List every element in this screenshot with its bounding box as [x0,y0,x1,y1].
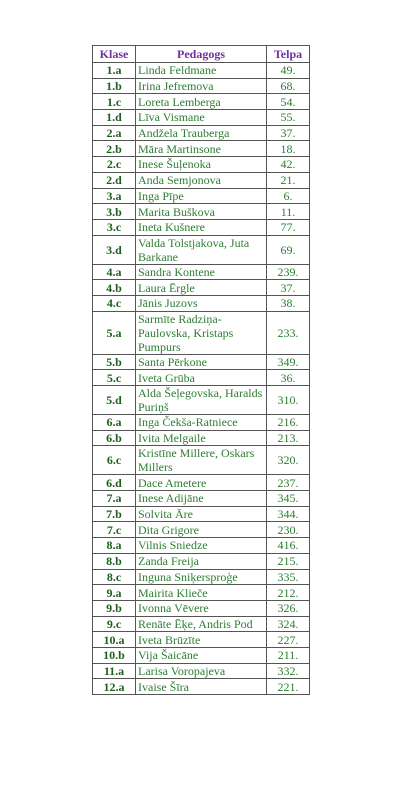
klase-cell: 4.a [93,264,136,280]
telpa-cell: 37. [267,125,310,141]
table-row [93,295,310,311]
table-row [93,235,310,264]
pedagogs-cell: Larisa Voropajeva [136,663,267,679]
telpa-cell: 21. [267,172,310,188]
pedagogs-cell: Anda Semjonova [136,172,267,188]
telpa-cell: 68. [267,78,310,94]
klase-cell: 10.a [93,632,136,648]
klase-cell: 12.a [93,679,136,695]
telpa-cell: 335. [267,569,310,585]
telpa-cell: 227. [267,632,310,648]
pedagogs-cell: Andžela Trauberga [136,125,267,141]
table-row [93,522,310,538]
header-telpa: Telpa [267,46,310,63]
pedagogs-cell: Laura Ērgle [136,280,267,296]
pedagogs-cell: Iveta Grūba [136,370,267,386]
telpa-cell: 11. [267,204,310,220]
telpa-cell: 38. [267,295,310,311]
pedagogs-cell: Ineta Kušnere [136,219,267,235]
klase-cell: 10.b [93,647,136,663]
pedagogs-cell: Zanda Freija [136,553,267,569]
table-row [93,585,310,601]
table-row [93,125,310,141]
telpa-cell: 416. [267,538,310,554]
pedagogs-cell: Līva Vismane [136,110,267,126]
telpa-cell: 37. [267,280,310,296]
telpa-cell: 54. [267,94,310,110]
table-row [93,63,310,79]
table-row [93,553,310,569]
klase-cell: 11.a [93,663,136,679]
telpa-cell: 332. [267,663,310,679]
table-row [93,632,310,648]
table-row [93,370,310,386]
klase-cell: 9.a [93,585,136,601]
klase-cell: 2.a [93,125,136,141]
table-row [93,386,310,415]
klase-cell: 4.b [93,280,136,296]
table-row [93,475,310,491]
klase-cell: 6.a [93,415,136,431]
table-row [93,157,310,173]
table-row [93,188,310,204]
pedagogs-cell: Mairita Kliečе [136,585,267,601]
telpa-cell: 345. [267,491,310,507]
header-pedagogs: Pedagogs [136,46,267,63]
pedagogs-cell: Renāte Ēķe, Andris Pod [136,616,267,632]
telpa-cell: 344. [267,506,310,522]
telpa-cell: 36. [267,370,310,386]
telpa-cell: 310. [267,386,310,415]
klase-cell: 5.d [93,386,136,415]
table-row [93,679,310,695]
klase-cell: 7.b [93,506,136,522]
telpa-cell: 18. [267,141,310,157]
telpa-cell: 49. [267,63,310,79]
pedagogs-cell: Dita Grigore [136,522,267,538]
table-row [93,219,310,235]
header-klase: Klase [93,46,136,63]
telpa-cell: 213. [267,430,310,446]
klase-cell: 5.b [93,354,136,370]
telpa-cell: 233. [267,311,310,354]
table-row [93,94,310,110]
table-row [93,491,310,507]
klase-cell: 6.c [93,446,136,475]
pedagogs-cell: Vilnis Sniedze [136,538,267,554]
telpa-cell: 212. [267,585,310,601]
klase-cell: 2.c [93,157,136,173]
table-header [93,46,310,63]
telpa-cell: 324. [267,616,310,632]
klase-cell: 3.d [93,235,136,264]
telpa-cell: 211. [267,647,310,663]
pedagogs-cell: Iveta Brūzīte [136,632,267,648]
klase-cell: 8.b [93,553,136,569]
table-row [93,569,310,585]
telpa-cell: 326. [267,600,310,616]
telpa-cell: 6. [267,188,310,204]
pedagogs-cell: Inga Čekša-Ratniece [136,415,267,431]
pedagogs-cell: Sandra Kontene [136,264,267,280]
klase-cell: 1.b [93,78,136,94]
pedagogs-cell: Māra Martinsone [136,141,267,157]
pedagogs-cell: Inguna Sniķersproģe [136,569,267,585]
table-row [93,506,310,522]
table-row [93,446,310,475]
table-row [93,538,310,554]
table-row [93,172,310,188]
pedagogs-cell: Valda Tolstjakova, Juta Barkane [136,235,267,264]
telpa-cell: 230. [267,522,310,538]
klase-cell: 4.c [93,295,136,311]
pedagogs-cell: Ivonna Vēvere [136,600,267,616]
pedagogs-cell: Kristīne Millere, Oskars Millers [136,446,267,475]
pedagogs-cell: Inga Pīpe [136,188,267,204]
klase-cell: 7.a [93,491,136,507]
klase-cell: 8.c [93,569,136,585]
telpa-cell: 239. [267,264,310,280]
table-row [93,141,310,157]
table-row [93,78,310,94]
table-row [93,311,310,354]
telpa-cell: 221. [267,679,310,695]
telpa-cell: 237. [267,475,310,491]
telpa-cell: 42. [267,157,310,173]
klase-cell: 3.c [93,219,136,235]
telpa-cell: 320. [267,446,310,475]
pedagogs-cell: Loreta Lemberga [136,94,267,110]
klase-cell: 8.a [93,538,136,554]
klase-cell: 9.b [93,600,136,616]
table-row [93,663,310,679]
table-row [93,110,310,126]
klase-cell: 2.d [93,172,136,188]
pedagogs-cell: Ivita Melgaile [136,430,267,446]
table-row [93,264,310,280]
klase-cell: 3.b [93,204,136,220]
telpa-cell: 69. [267,235,310,264]
pedagogs-cell: Linda Feldmane [136,63,267,79]
pedagogs-cell: Sarmīte Radziņa-Paulovska, Kristaps Pumpurs [136,311,267,354]
klase-cell: 9.c [93,616,136,632]
telpa-cell: 216. [267,415,310,431]
klase-cell: 1.c [93,94,136,110]
klase-cell: 6.b [93,430,136,446]
pedagogs-cell: Jānis Juzovs [136,295,267,311]
pedagogs-cell: Ivaise Šīra [136,679,267,695]
table-row [93,354,310,370]
klase-cell: 2.b [93,141,136,157]
table-body [93,63,310,695]
telpa-cell: 349. [267,354,310,370]
telpa-cell: 77. [267,219,310,235]
klase-cell: 1.d [93,110,136,126]
pedagogs-cell: Solvita Āre [136,506,267,522]
pedagogs-cell: Marita Buškova [136,204,267,220]
table-row [93,415,310,431]
klase-cell: 5.a [93,311,136,354]
pedagogs-cell: Inese Šuļenoka [136,157,267,173]
pedagogs-cell: Alda Šeļegovska, Haralds Puriņš [136,386,267,415]
telpa-cell: 55. [267,110,310,126]
pedagogs-cell: Irina Jefremova [136,78,267,94]
klase-cell: 1.a [93,63,136,79]
pedagogs-cell: Dace Ametere [136,475,267,491]
pedagogs-cell: Santa Pērkone [136,354,267,370]
table-row [93,647,310,663]
table-row [93,430,310,446]
table-row [93,600,310,616]
class-teacher-room-table [92,45,310,695]
table-row [93,280,310,296]
header-row [93,46,310,63]
telpa-cell: 215. [267,553,310,569]
pedagogs-cell: Inese Adijāne [136,491,267,507]
pedagogs-cell: Vija Šaicāne [136,647,267,663]
klase-cell: 3.a [93,188,136,204]
table-row [93,616,310,632]
table-row [93,204,310,220]
klase-cell: 7.c [93,522,136,538]
klase-cell: 5.c [93,370,136,386]
klase-cell: 6.d [93,475,136,491]
